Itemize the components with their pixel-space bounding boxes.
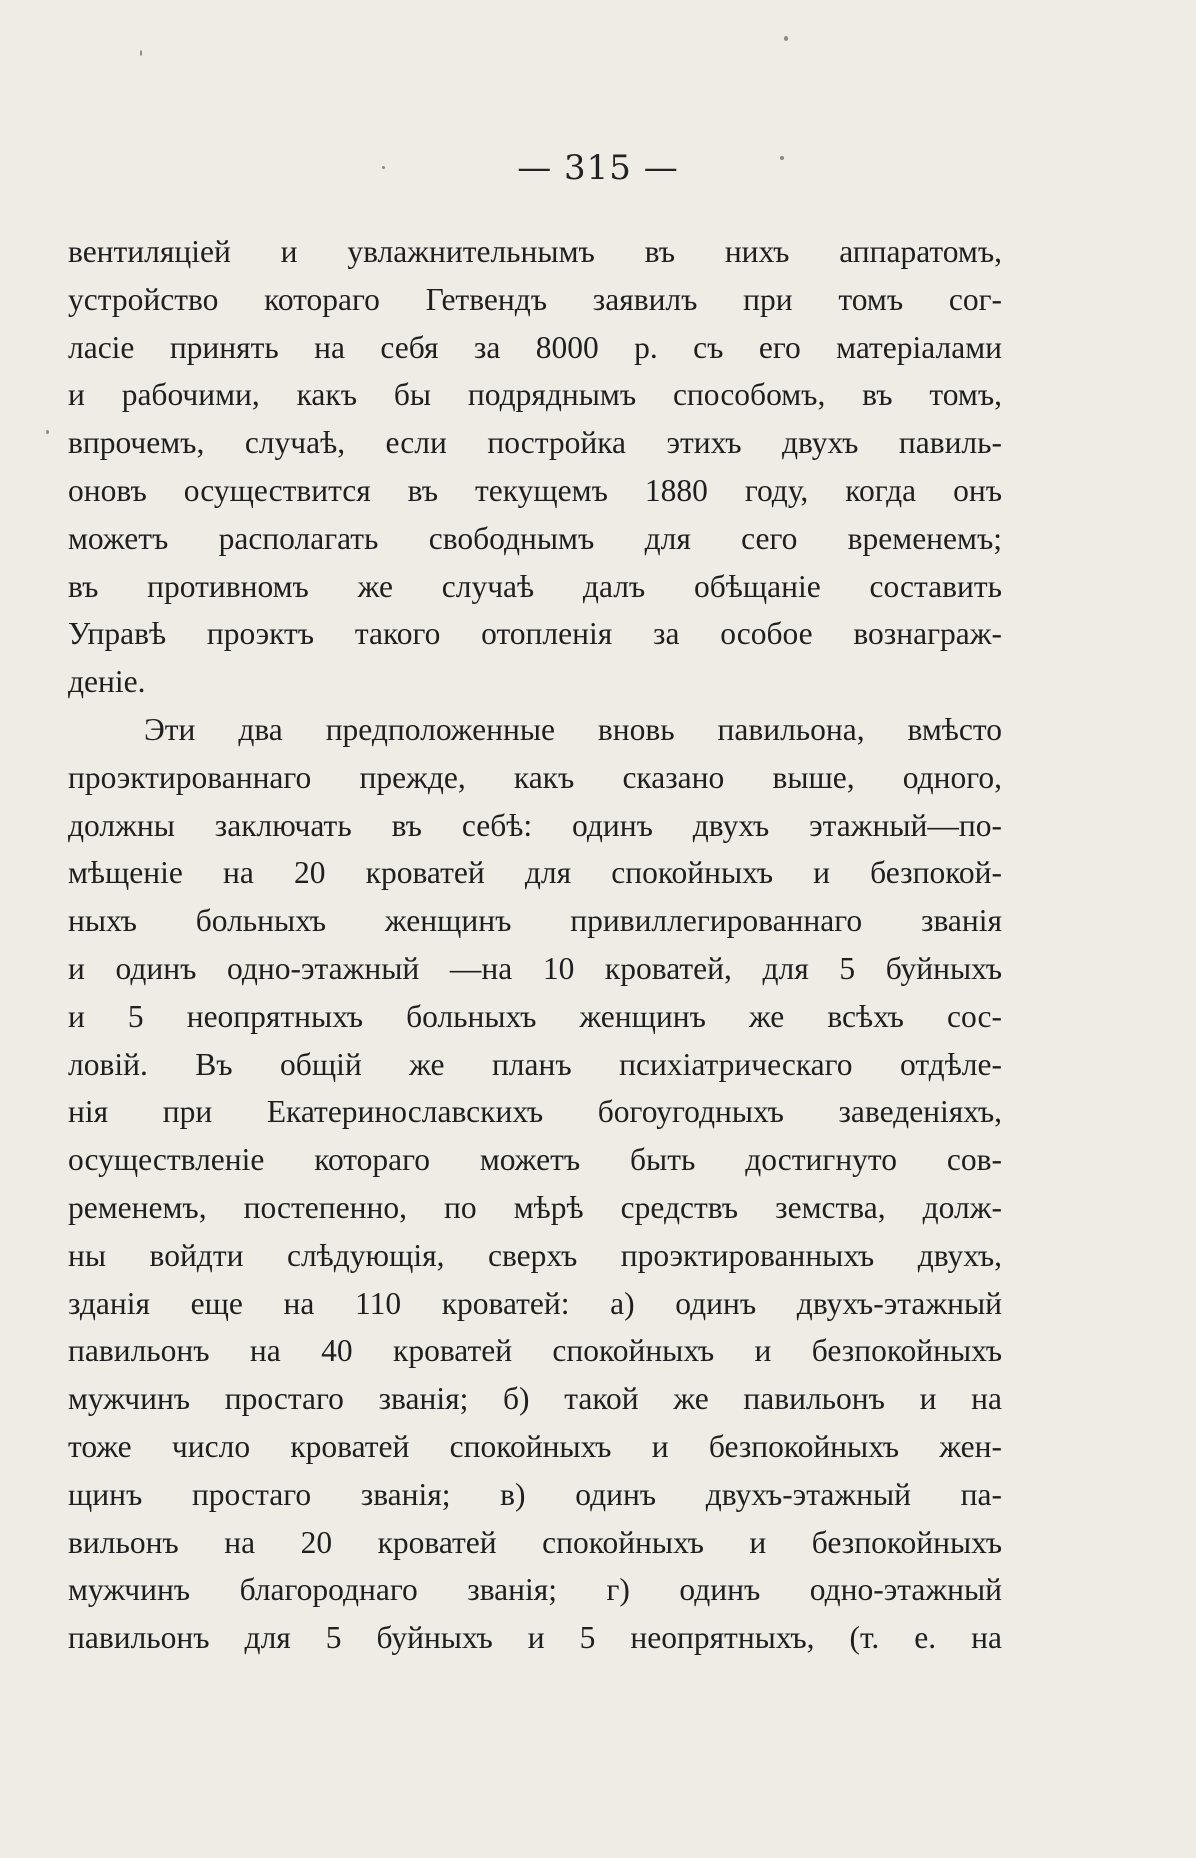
text-line: ласіе принять на себя за 8000 р. съ его матеріалами (68, 329, 1002, 365)
text-line: вентиляціей и увлажнительнымъ въ нихъ аппаратомъ, (68, 234, 1002, 269)
text-line: впрочемъ, случаѣ, если постройка этихъ двухъ павиль- (68, 425, 1002, 461)
text-line: ныхъ больныхъ женщинъ привиллегированнаго званія (68, 903, 1002, 939)
text-line: мужчинъ благороднаго званія; г) одинъ одно-этажный (68, 1572, 1002, 1608)
text-line: павильонъ для 5 буйныхъ и 5 неопрятныхъ, (т. е. на (68, 1620, 1002, 1656)
text-line: зданія еще на 110 кроватей: а) одинъ двухъ-этажный (68, 1285, 1002, 1321)
text-line: можетъ располагать свободнымъ для сего временемъ; (68, 520, 1002, 556)
text-line: и 5 неопрятныхъ больныхъ женщинъ же всѣхъ сос- (68, 998, 1002, 1034)
page-number: — 315 — (517, 148, 679, 188)
text-line: въ противномъ же случаѣ далъ обѣщаніе составить (68, 568, 1002, 604)
text-line: Управѣ проэктъ такого отопленія за особое вознаграж- (68, 616, 1002, 652)
paper-speck (46, 430, 49, 434)
text-line-paragraph-end: деніе. (68, 664, 146, 700)
body-text (68, 228, 1002, 1662)
text-line: ременемъ, постепенно, по мѣрѣ средствъ земства, долж- (68, 1189, 1002, 1225)
text-line: мужчинъ простаго званія; б) такой же павильонъ и на (68, 1381, 1002, 1417)
text-line: щинъ простаго званія; в) одинъ двухъ-этажный па- (68, 1476, 1002, 1512)
text-line: должны заключать въ себѣ: одинъ двухъ этажный—по- (68, 807, 1002, 843)
text-line: павильонъ на 40 кроватей спокойныхъ и безпокойныхъ (68, 1333, 1002, 1369)
text-line: оновъ осуществится въ текущемъ 1880 году, когда онъ (68, 472, 1002, 508)
text-line: нія при Екатеринославскихъ богоугодныхъ заведеніяхъ, (68, 1094, 1002, 1130)
text-line: и одинъ одно-этажный —на 10 кроватей, для 5 буйныхъ (68, 950, 1002, 986)
text-line: осуществленіе котораго можетъ быть достигнуто сов- (68, 1142, 1002, 1178)
text-line: устройство котораго Гетвендъ заявилъ при томъ сог- (68, 281, 1002, 317)
text-line: ны войдти слѣдующія, сверхъ проэктированныхъ двухъ, (68, 1237, 1002, 1273)
paper-speck (784, 36, 788, 41)
text-line: тоже число кроватей спокойныхъ и безпокойныхъ жен- (68, 1428, 1002, 1464)
text-line: и рабочими, какъ бы подряднымъ способомъ, въ томъ, (68, 377, 1002, 413)
paper-speck (140, 50, 142, 56)
text-line: вильонъ на 20 кроватей спокойныхъ и безпокойныхъ (68, 1524, 1002, 1560)
text-line: проэктированнаго прежде, какъ сказано выше, одного, (68, 759, 1002, 795)
text-line: мѣщеніе на 20 кроватей для спокойныхъ и безпокой- (68, 855, 1002, 891)
text-line-paragraph-start: Эти два предположенные вновь павильона, вмѣсто (144, 711, 1002, 747)
text-line: ловій. Въ общій же планъ психіатрическаго отдѣле- (68, 1046, 1002, 1082)
